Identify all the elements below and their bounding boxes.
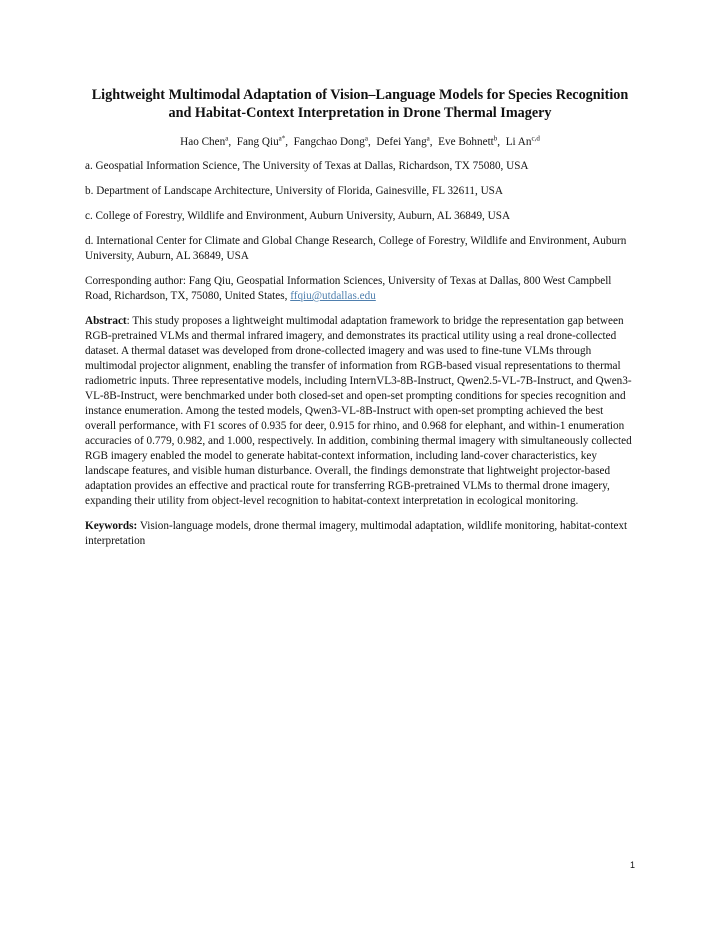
author-separator: ,: [228, 136, 234, 148]
affiliation-d: d. International Center for Climate and Global Change Research, College of Forestry, Wildlife and Environment, Auburn University, Auburn, AL 36849, USA: [85, 235, 627, 262]
keywords: [85, 519, 635, 549]
keywords-text: Vision-language models, drone thermal imagery, multimodal adaptation, wildlife monitoring, habitat-context interpretation: [85, 520, 628, 547]
corresponding-author-text: Corresponding author: Fang Qiu, Geospatial Information Sciences, University of Texas at Dallas, 800 West Campbell Road, Richardson, TX, 75080, United States,: [85, 275, 612, 302]
author-affiliation-marker: a: [364, 134, 368, 143]
author-name: Hao Chen: [180, 136, 226, 148]
author-affiliation-marker: b: [493, 134, 498, 143]
author-name: Defei Yang: [376, 136, 427, 148]
author-name: Eve Bohnett: [438, 136, 494, 148]
abstract-text: This study proposes a lightweight multimodal adaptation framework to bridge the representation gap between RGB-pretrained VLMs and thermal infrared imagery, and demonstrates its practical utility using a real drone-collected dataset. A thermal dataset was developed from drone-collected imagery and was used to fine-tune VLMs through multimodal projector alignment, enabling the transfer of information from RGB-based visual representations to thermal radiometric inputs. Three representative models, including InternVL3-8B-Instruct, Qwen2.5-VL-7B-Instruct, and Qwen3-VL-8B-Instruct, were benchmarked under both closed-set and open-set prompting conditions for species recognition and instance enumeration. Among the tested models, Qwen3-VL-8B-Instruct with open-set prompting achieved the best overall performance, with F1 scores of 0.935 for deer, 0.915 for rhino, and 0.968 for elephant, and within-1 enumeration accuracies of 0.779, 0.982, and 1.000, respectively. In addition, combining thermal imagery with simultaneously collected RGB imagery enabled the model to generate habitat-context information, including land-cover characteristics, key landscape features, and visible human disturbance. Overall, the findings demonstrate that lightweight projector-based adaptation provides an effective and practical route for transferring RGB-pretrained VLMs to thermal drone imagery, expanding their utility from object-level recognition to habitat-context interpretation in ecological monitoring.: [85, 315, 632, 507]
corresponding-email-link[interactable]: ffqiu@utdallas.edu: [290, 290, 376, 302]
affiliation-a: a. Geospatial Information Science, The University of Texas at Dallas, Richardson, TX 75080, USA: [85, 160, 529, 172]
author-separator: ,: [429, 136, 436, 148]
author-name: Fangchao Dong: [293, 136, 365, 148]
keywords-label: Keywords:: [85, 520, 138, 532]
abstract-separator: :: [126, 315, 133, 327]
author-separator: ,: [497, 136, 503, 148]
page-content: [85, 86, 635, 549]
affiliation-b: b. Department of Landscape Architecture, University of Florida, Gainesville, FL 32611, USA: [85, 185, 503, 197]
author-affiliation-marker: a: [426, 134, 430, 143]
author-affiliation-marker: a: [225, 134, 229, 143]
abstract: [85, 314, 635, 509]
author-separator: ,: [285, 136, 291, 148]
author-list: [85, 135, 635, 150]
paper-title: Lightweight Multimodal Adaptation of Vision–Language Models for Species Recognition and Habitat-Context Interpretation in Drone Thermal Imagery: [91, 87, 629, 121]
abstract-label: Abstract: [85, 315, 127, 327]
author-affiliation-marker: a*: [278, 134, 286, 143]
page-number: 1: [629, 860, 635, 870]
author-name: Li An: [505, 136, 532, 148]
corresponding-author: [85, 274, 635, 304]
affiliation-c: c. College of Forestry, Wildlife and Environment, Auburn University, Auburn, AL 36849, USA: [85, 210, 511, 222]
author-affiliation-marker: c,d: [531, 134, 540, 143]
author-name: Fang Qiu: [236, 136, 279, 148]
author-separator: ,: [367, 136, 374, 148]
